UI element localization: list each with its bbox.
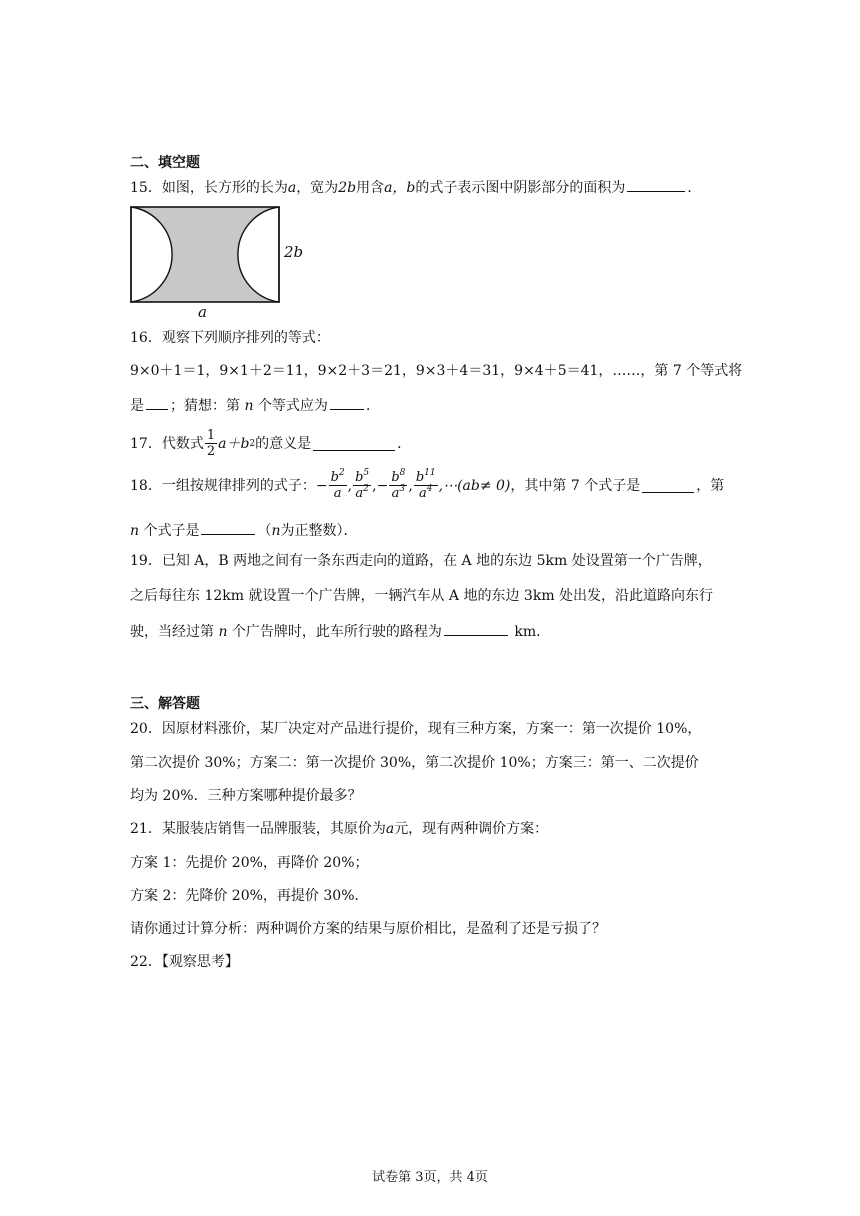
question-17: 17．代数式 $\frac{1}{2}$ a＋b 2 的意义是 ． xyxy=(130,428,412,459)
q18-num-exp: 2 xyxy=(338,468,345,478)
q18-term-fraction xyxy=(353,470,371,501)
q18-den-base: a xyxy=(391,486,400,501)
q20-line1: 20．因原材料涨价，某厂决定对产品进行提价，现有三种方案，方案一：第一次提价 10%， xyxy=(130,721,702,737)
q18-term-fraction xyxy=(329,470,347,501)
q18-num-base: b xyxy=(415,470,425,485)
q15-ab: a，b xyxy=(384,180,416,196)
q18-term-num xyxy=(414,470,438,486)
q18-num-exp: 11 xyxy=(424,468,436,478)
question-22: 22．【观察思考】 xyxy=(130,954,239,970)
q18-n2: n xyxy=(271,523,281,539)
q19-line3b: 个广告牌时，此车所行驶的路程为 xyxy=(231,624,442,640)
q16-line3 xyxy=(130,395,380,415)
q17-fraction xyxy=(205,428,217,459)
question-18 xyxy=(130,470,724,501)
q18-term-den xyxy=(353,486,371,501)
q16-blank-nth xyxy=(330,395,364,410)
q15-width: 2b xyxy=(338,180,357,196)
q15-rectangle-figure xyxy=(128,204,318,320)
q17-pre: 17．代数式 xyxy=(130,435,204,452)
q19-line1: 19．已知 A，B 两地之间有一条东西走向的道路，在 A 地的东边 5km 处设置第一个广告牌， xyxy=(130,553,712,569)
q18-term-fraction xyxy=(414,470,438,501)
q18-cond: ,⋯(ab≠ 0) xyxy=(438,477,511,494)
q17-answer-blank xyxy=(313,436,395,451)
q15-mid: ，宽为 xyxy=(296,180,339,196)
q19-line3a: 驶，当经过第 xyxy=(130,624,214,640)
q16-equations: 9×0＋1＝1，9×1＋2＝11，9×2＋3＝21，9×3＋4＝31，9×4＋5＝41，……，第 7 个等式将 xyxy=(130,363,743,379)
q15-end: ． xyxy=(687,180,702,196)
q19-answer-blank xyxy=(444,621,508,636)
q18-den-exp: 2 xyxy=(363,484,369,494)
q18-paren: （ xyxy=(257,523,272,539)
q20-line2: 第二次提价 30%；方案二：第一次提价 30%，第二次提价 10%；方案三：第一、二次提价 xyxy=(130,755,699,771)
q16-should-be: 个等式应为 xyxy=(257,398,328,414)
q15-answer-blank xyxy=(627,177,685,192)
q18-term-den xyxy=(332,486,344,501)
q15-var-a: a xyxy=(287,180,297,196)
q15-label-bottom: a xyxy=(198,303,207,320)
q18-term-sign: − xyxy=(315,477,328,494)
q15-mid2: 用含 xyxy=(356,180,385,196)
q18-nth: 个式子是 xyxy=(143,523,200,539)
q16-is: 是 xyxy=(130,398,144,414)
q18-num-base: b xyxy=(355,470,364,485)
q15-tail: 的式子表示图中阴影部分的面积为 xyxy=(415,180,626,196)
q15-label-right: 2b xyxy=(284,243,304,261)
q21-a: a xyxy=(385,821,395,837)
q17-frac-den: 2 xyxy=(206,444,216,459)
q18-terms xyxy=(316,470,439,501)
q18-term-sign: − xyxy=(376,477,389,494)
q18-den-exp: 4 xyxy=(426,484,433,494)
q19-n: n xyxy=(218,624,228,640)
q18-term-fraction xyxy=(389,470,407,501)
section-title-solve: 三、解答题 xyxy=(130,696,200,712)
section-title-fill-blank: 二、填空题 xyxy=(130,155,200,171)
q18-den-base: a xyxy=(355,486,364,501)
q18-term-den xyxy=(417,486,435,501)
q17-expr: a＋b xyxy=(218,435,250,452)
q18-comma: , xyxy=(408,477,413,494)
q18-term-num xyxy=(329,470,347,486)
q17-frac-num: 1 xyxy=(206,428,216,443)
q19-line3 xyxy=(130,621,550,641)
q18-blank-7th xyxy=(642,478,694,493)
q18-den-base: a xyxy=(418,486,427,501)
q19-line2: 之后每往东 12km 就设置一个广告牌，一辆汽车从 A 地的东边 3km 处出发，沿此道路向东行 xyxy=(130,588,714,604)
page-footer: 试卷第 3页，共 4页 xyxy=(372,1170,488,1185)
q21-line2: 方案 1：先提价 20%，再降价 20%； xyxy=(130,855,369,871)
q17-post: 的意义是 xyxy=(255,435,312,452)
q18-blank-nth xyxy=(201,520,255,535)
q16-guess: ；猜想：第 xyxy=(170,398,240,414)
q21-line1b: 元，现有两种调价方案： xyxy=(394,821,549,837)
q17-end: ． xyxy=(397,435,412,452)
q18-int: 为正整数）． xyxy=(280,523,358,539)
q18-mid: ，其中第 7 个式子是 xyxy=(510,477,641,494)
q18-n: n xyxy=(130,523,140,539)
q18-num-exp: 8 xyxy=(399,468,406,478)
q18-den-exp: 3 xyxy=(399,484,406,494)
q21-line3: 方案 2：先降价 20%，再提价 30%． xyxy=(130,888,369,904)
q18-num-base: b xyxy=(330,470,339,485)
q18-pre: 18．一组按规律排列的式子： xyxy=(130,477,316,494)
q19-unit: km． xyxy=(514,624,551,640)
q18-end: ，第 xyxy=(696,477,725,494)
q21-line4: 请你通过计算分析：两种调价方案的结果与原价相比，是盈利了还是亏损了？ xyxy=(130,921,606,937)
q21-line1 xyxy=(130,820,548,838)
q18-num-base: b xyxy=(391,470,400,485)
q18-comma: , xyxy=(347,477,353,494)
question-15 xyxy=(130,177,701,197)
q18-den-base: a xyxy=(333,486,342,501)
q18-line2 xyxy=(130,520,358,540)
q18-term-den xyxy=(390,486,408,501)
q16-end: ． xyxy=(365,398,380,414)
q16-n: n xyxy=(244,398,254,414)
q18-num-exp: 5 xyxy=(363,468,370,478)
q16-intro: 16．观察下列顺序排列的等式： xyxy=(130,330,330,346)
q18-comma: , xyxy=(372,477,377,494)
q20-line3: 均为 20%．三种方案哪种提价最多？ xyxy=(130,788,362,804)
q16-blank-7th xyxy=(146,395,168,410)
q21-line1a: 21．某服装店销售一品牌服装，其原价为 xyxy=(130,821,386,837)
q15-text: 15．如图，长方形的长为 xyxy=(130,180,288,196)
